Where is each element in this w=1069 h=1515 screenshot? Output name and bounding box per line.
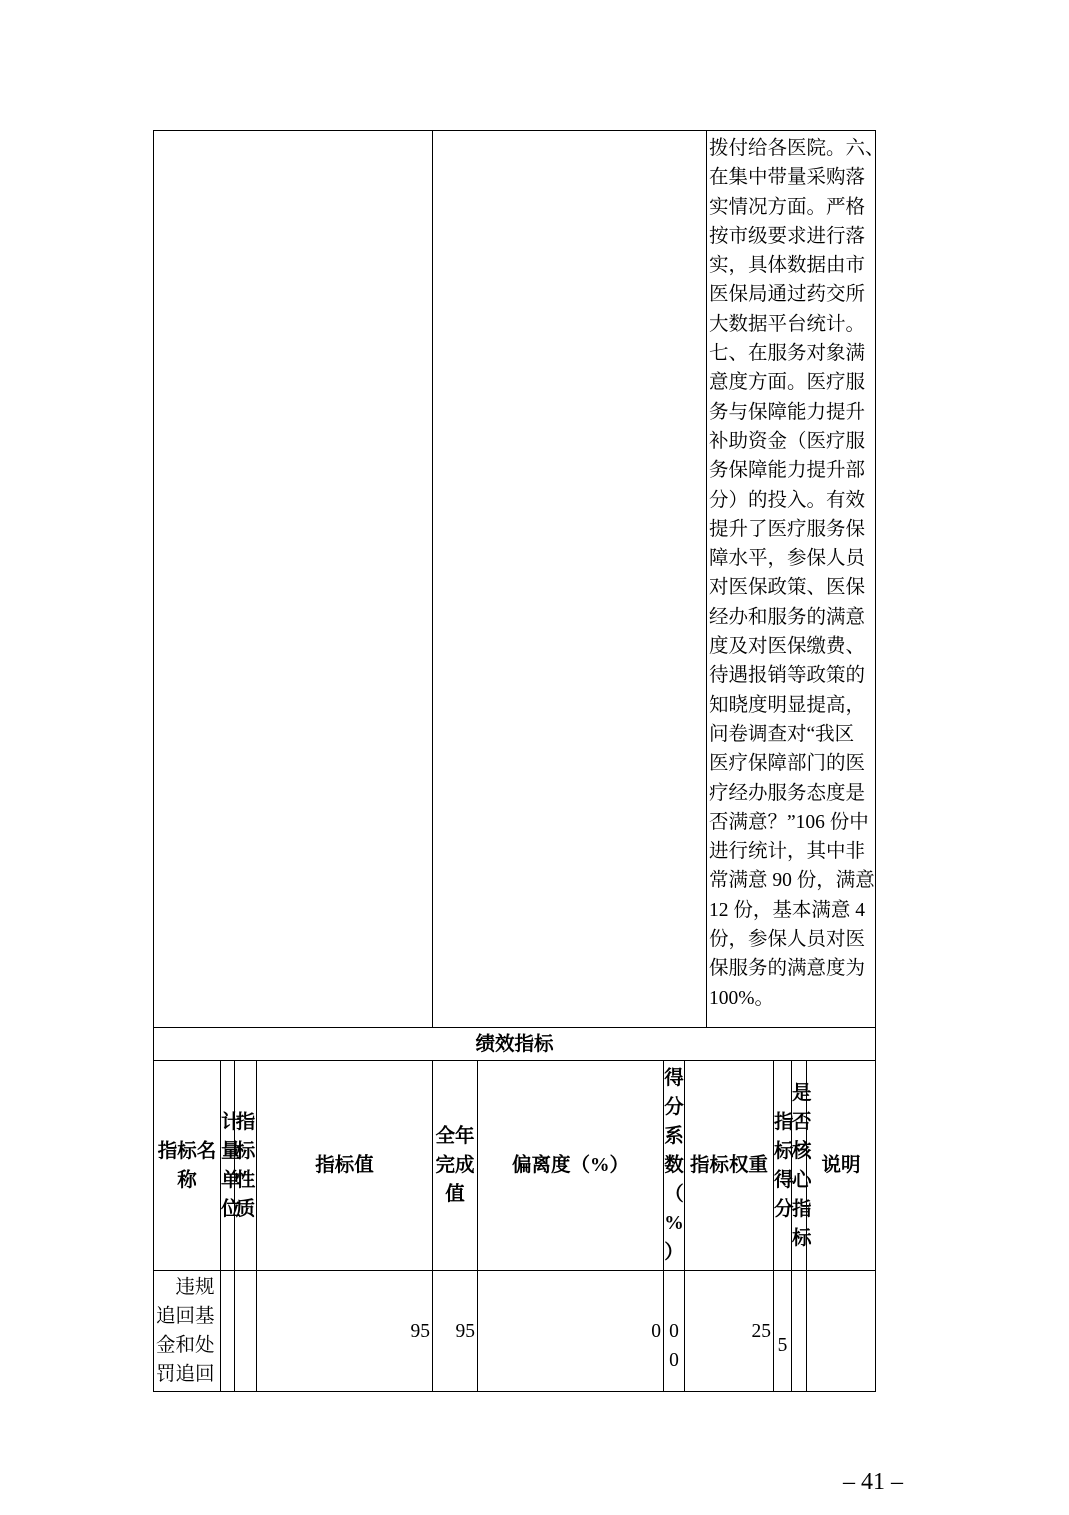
summary-line: 常满意 90 份，满意 bbox=[709, 870, 875, 892]
header-score-text: 指标得分 bbox=[774, 1111, 794, 1220]
header-score-coefficient bbox=[664, 1061, 685, 1271]
cell-score-coefficient-text: 00 bbox=[669, 1320, 679, 1371]
header-target-value: 指标值 bbox=[257, 1061, 433, 1271]
summary-line: 提升了医疗服务保 bbox=[709, 518, 866, 540]
cell-unit bbox=[221, 1271, 235, 1392]
summary-line: 意度方面。医疗服 bbox=[709, 372, 866, 394]
header-indicator-name: 指标名称 bbox=[154, 1061, 221, 1271]
summary-line: 度及对医保缴费、 bbox=[709, 636, 866, 658]
summary-line: 分）的投入。有效 bbox=[709, 489, 866, 511]
summary-line: 否满意？”106 份中 bbox=[709, 811, 869, 833]
header-remark: 说明 bbox=[807, 1061, 876, 1271]
table-row bbox=[154, 1271, 876, 1392]
summary-line: 务与保障能力提升 bbox=[709, 401, 866, 423]
cell-weight: 25 bbox=[685, 1271, 774, 1392]
summary-line: 实情况方面。严格 bbox=[709, 196, 866, 218]
summary-line: 经办和服务的满意 bbox=[709, 606, 866, 628]
cell-remark bbox=[807, 1271, 876, 1392]
summary-line: 在集中带量采购落 bbox=[709, 167, 866, 189]
header-is-core-text: 是否核心指标 bbox=[792, 1082, 812, 1249]
summary-text bbox=[707, 131, 885, 1013]
cell-score bbox=[774, 1271, 792, 1392]
header-annual-actual: 全年完成值 bbox=[433, 1061, 478, 1271]
summary-line: 保服务的满意度为 bbox=[709, 958, 866, 980]
summary-line: 补助资金（医疗服 bbox=[709, 430, 866, 452]
header-score bbox=[774, 1061, 792, 1271]
cell-indicator-name: 违规追回基金和处罚追回 bbox=[154, 1271, 221, 1392]
summary-line: 大数据平台统计。 bbox=[709, 313, 866, 335]
narrative-blank-cell-middle bbox=[433, 131, 707, 1028]
narrative-notes-cell bbox=[707, 131, 885, 1028]
cell-is-core bbox=[792, 1271, 807, 1392]
summary-line: 七、在服务对象满 bbox=[709, 343, 866, 365]
evaluation-table bbox=[153, 130, 885, 1392]
cell-score-text: 5 bbox=[777, 1335, 788, 1356]
summary-line: 知晓度明显提高， bbox=[709, 694, 866, 716]
narrative-blank-cell-left bbox=[154, 131, 433, 1028]
header-weight: 指标权重 bbox=[685, 1061, 774, 1271]
summary-line: 问卷调查对“我区 bbox=[709, 723, 855, 745]
summary-line: 实，具体数据由市 bbox=[709, 255, 866, 277]
performance-indicators-table bbox=[153, 1027, 876, 1392]
summary-line: 12 份，基本满意 4 bbox=[709, 899, 866, 921]
summary-line: 医保局通过药交所 bbox=[709, 284, 866, 306]
header-deviation: 偏离度（%） bbox=[478, 1061, 664, 1271]
cell-score-coefficient bbox=[664, 1271, 685, 1392]
header-nature-text: 指标性质 bbox=[235, 1111, 256, 1220]
header-score-coefficient-text: 得分系数（%） bbox=[664, 1068, 684, 1263]
narrative-row bbox=[154, 131, 876, 1028]
summary-line: 拨付给各医院。六、 bbox=[709, 138, 885, 159]
summary-line: 待遇报销等政策的 bbox=[709, 665, 866, 687]
page-number: – 41 – bbox=[843, 1469, 903, 1495]
summary-line: 按市级要求进行落 bbox=[709, 225, 866, 247]
summary-line: 进行统计，其中非 bbox=[709, 841, 866, 863]
summary-line: 100%。 bbox=[709, 987, 774, 1009]
summary-line: 份，参保人员对医 bbox=[709, 929, 866, 951]
section-title-row bbox=[154, 1028, 876, 1061]
narrative-table bbox=[153, 130, 885, 1028]
header-row bbox=[154, 1061, 876, 1271]
header-is-core bbox=[792, 1061, 812, 1271]
summary-line: 务保障能力提升部 bbox=[709, 460, 866, 482]
header-unit-text: 计量单位 bbox=[221, 1111, 241, 1220]
summary-line: 医疗保障部门的医 bbox=[709, 753, 866, 775]
cell-deviation: 0 bbox=[478, 1271, 664, 1392]
header-unit bbox=[221, 1061, 241, 1271]
header-nature bbox=[235, 1061, 257, 1271]
summary-line: 疗经办服务态度是 bbox=[709, 782, 866, 804]
summary-line: 障水平，参保人员 bbox=[709, 548, 866, 570]
summary-line: 对医保政策、医保 bbox=[709, 577, 866, 599]
section-title: 绩效指标 bbox=[154, 1028, 876, 1061]
cell-nature bbox=[235, 1271, 257, 1392]
cell-target-value: 95 bbox=[257, 1271, 433, 1392]
cell-annual-actual: 95 bbox=[433, 1271, 478, 1392]
